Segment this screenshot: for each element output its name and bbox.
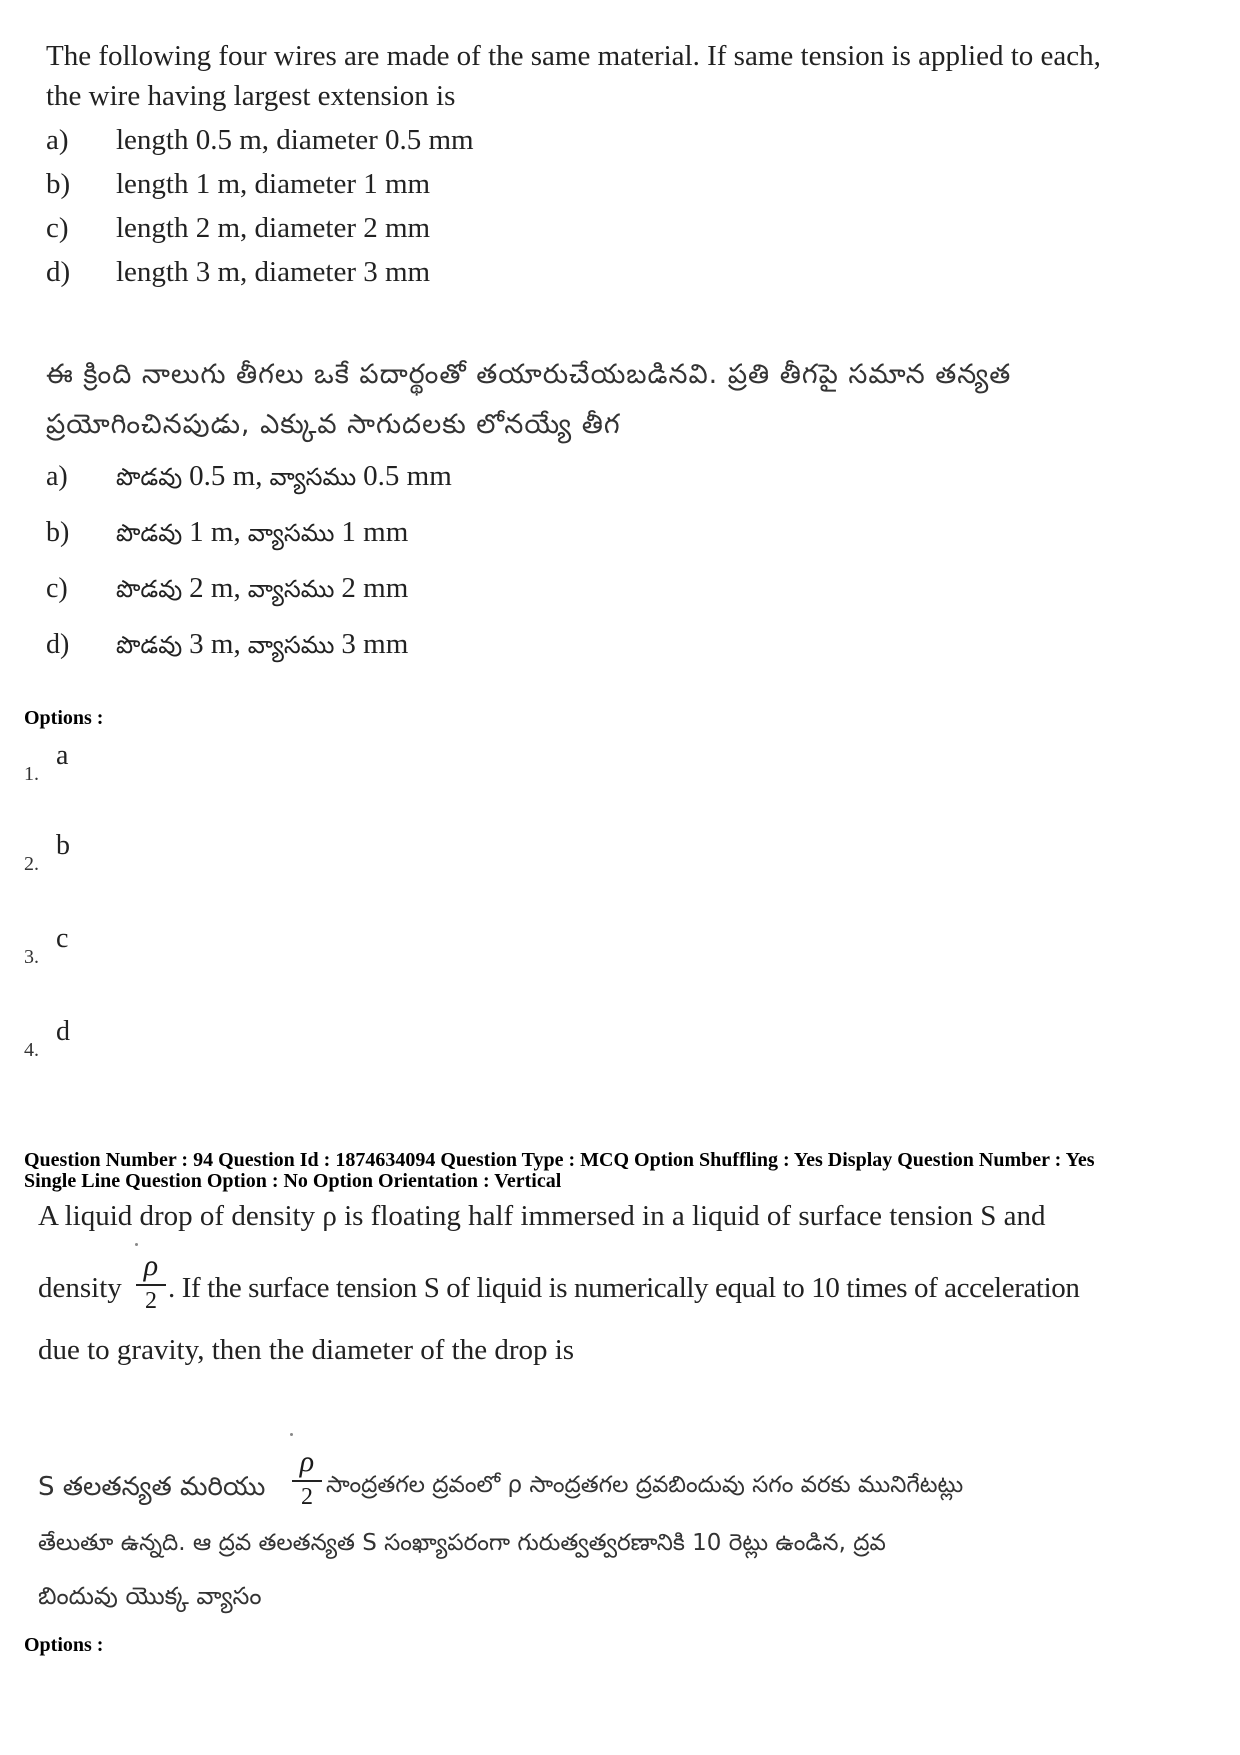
question-meta-line1: Question Number : 94 Question Id : 1874634094 Question Type : MCQ Option Shuffling : Yes Display Question Number : Yes [24,1149,1095,1171]
question-meta-line2: Single Line Question Option : No Option Orientation : Vertical [24,1170,562,1192]
choice-value: b [56,830,70,861]
length-word: పొడవు [116,631,183,659]
q93-telugu-option-c [46,568,408,609]
q93-telugu-line2: ప్రయోగించినపుడు, ఎక్కువ సాగుదలకు లోనయ్యే తీగ [46,409,621,440]
q94-telugu-line1-post: సాంద్రతగల ద్రవంలో ρ సాంద్రతగల ద్రవబిందువు సగం వరకు మునిగేటట్లు [326,1472,964,1498]
q93-telugu-option-b [46,512,408,553]
q94-english-line3: due to gravity, then the diameter of the drop is [38,1334,575,1366]
q93-english-option-a [46,120,474,160]
choice-number: 3. [24,946,39,968]
q94-english-line1: A liquid drop of density ρ is floating half immersed in a liquid of surface tension S and [38,1200,1046,1232]
q93-english-line1: The following four wires are made of the same material. If same tension is applied to each, [46,40,1101,72]
option-label: d) [46,256,71,288]
fraction-numerator: ρ [299,1445,315,1478]
option-text: length 1 m, diameter 1 mm [116,168,431,200]
scan-speck [135,1243,138,1246]
q94-telugu-line3: బిందువు యొక్క వ్యాసం [38,1582,262,1610]
length-value: 3 m, [189,628,241,660]
q93-english-line2: the wire having largest extension is [46,80,456,112]
length-word: పొడవు [116,519,183,547]
option-label: b) [46,517,70,548]
fraction-denominator: 2 [301,1484,313,1510]
q94-telugu-line1-pre: S తలతన్యత మరియు [38,1472,266,1502]
length-word: పొడవు [116,575,183,603]
options-header-q94: Options : [24,1634,104,1656]
diameter-value: 1 mm [341,516,409,548]
choice-number: 2. [24,853,39,875]
options-header: Options : [24,707,104,729]
choice-number: 4. [24,1039,39,1061]
option-label: c) [46,573,68,604]
fraction-bar [136,1284,166,1286]
choice-value: a [56,740,69,771]
question-meta [24,1150,1224,1192]
diameter-word: వ్యాసము [269,463,357,491]
option-text: length 2 m, diameter 2 mm [116,212,431,244]
scan-speck [290,1433,293,1436]
diameter-value: 0.5 mm [363,460,452,492]
q93-telugu-line1: ఈ క్రింది నాలుగు తీగలు ఒకే పదార్థంతో తయారుచేయబడినవి. ప్రతి తీగపై సమాన తన్యత [46,359,1012,390]
fraction-denominator: 2 [145,1288,157,1314]
length-word: పొడవు [116,463,183,491]
option-label: c) [46,212,69,244]
q94-telugu-line2: తేలుతూ ఉన్నది. ఆ ద్రవ తలతన్యత S సంఖ్యాపరంగా గురుత్వత్వరణానికి 10 రెట్లు ఉండిన, ద్రవ [38,1530,886,1556]
q93-telugu-option-d [46,624,408,665]
q94-english-line2-pre: density [38,1272,122,1304]
option-text: length 0.5 m, diameter 0.5 mm [116,124,474,156]
choice-value: d [56,1016,70,1047]
diameter-word: వ్యాసము [247,631,335,659]
choice-number: 1. [24,763,39,785]
diameter-word: వ్యాసము [247,519,335,547]
length-value: 1 m, [189,516,241,548]
fraction-numerator: ρ [143,1249,159,1282]
option-label: a) [46,461,68,492]
option-text: length 3 m, diameter 3 mm [116,256,431,288]
diameter-word: వ్యాసము [247,575,335,603]
q93-telugu-option-a [46,456,452,497]
option-label: a) [46,124,69,156]
fraction-bar [292,1480,322,1482]
option-label: b) [46,168,71,200]
fraction-rho-over-2-telugu [292,1446,322,1510]
choice-value: c [56,923,69,954]
q93-english-stem [46,36,1186,116]
q93-english-option-b [46,164,430,204]
length-value: 2 m, [189,572,241,604]
q94-english-line2-post: . If the surface tension S of liquid is numerically equal to 10 times of acceleration [168,1272,1080,1304]
option-label: d) [46,629,70,660]
diameter-value: 3 mm [341,628,409,660]
q93-english-option-c [46,208,430,248]
q93-telugu-stem [46,350,1186,450]
length-value: 0.5 m, [189,460,263,492]
diameter-value: 2 mm [341,572,409,604]
fraction-rho-over-2 [136,1250,166,1314]
q93-english-option-d [46,252,430,292]
